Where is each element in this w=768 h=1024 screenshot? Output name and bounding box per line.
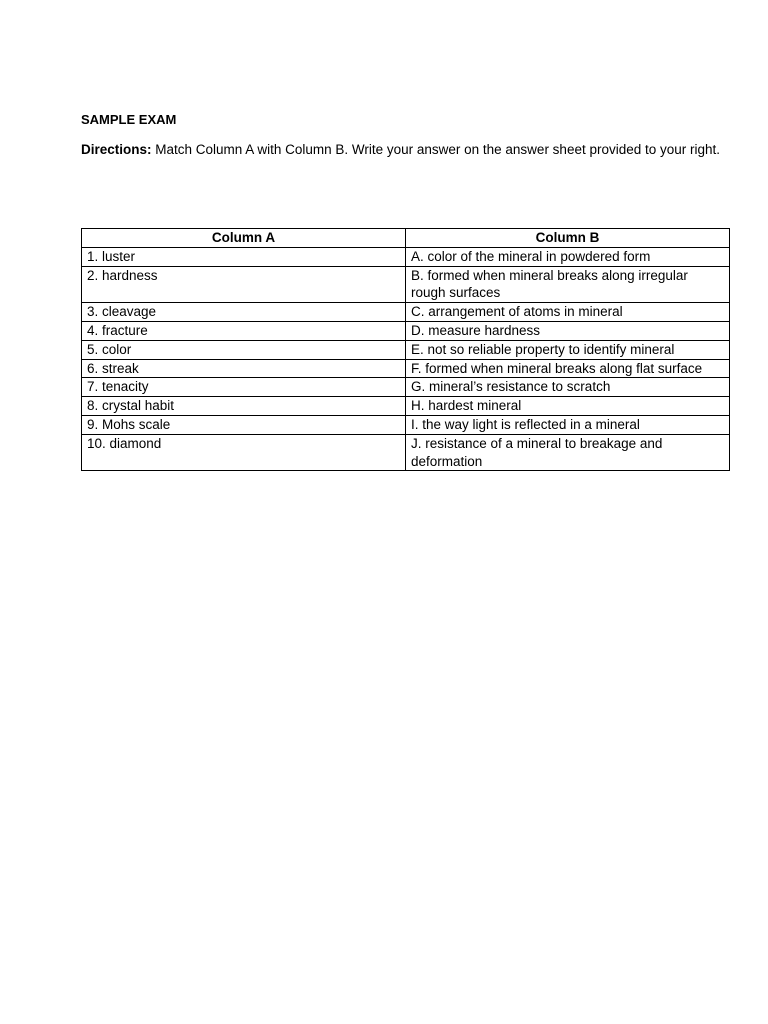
- column-a-cell: 1. luster: [82, 247, 406, 266]
- column-a-header: Column A: [82, 229, 406, 248]
- column-b-cell: H. hardest mineral: [406, 397, 730, 416]
- directions-text: Match Column A with Column B. Write your answer on the answer sheet provided to your right.: [151, 142, 721, 157]
- directions-paragraph: [81, 140, 729, 160]
- table-row: [82, 378, 730, 397]
- directions-label: Directions:: [81, 142, 152, 157]
- table-row: [82, 266, 730, 303]
- column-a-cell: 7. tenacity: [82, 378, 406, 397]
- column-b-cell: A. color of the mineral in powdered form: [406, 247, 730, 266]
- column-a-cell: 10. diamond: [82, 434, 406, 471]
- column-a-cell: 5. color: [82, 340, 406, 359]
- column-a-cell: 3. cleavage: [82, 303, 406, 322]
- table-header-row: [82, 229, 730, 248]
- table-row: [82, 397, 730, 416]
- column-a-cell: 9. Mohs scale: [82, 415, 406, 434]
- column-a-cell: 8. crystal habit: [82, 397, 406, 416]
- column-a-cell: 6. streak: [82, 359, 406, 378]
- column-b-cell: C. arrangement of atoms in mineral: [406, 303, 730, 322]
- table-row: [82, 359, 730, 378]
- column-b-cell: I. the way light is reflected in a mineral: [406, 415, 730, 434]
- column-a-cell: 4. fracture: [82, 321, 406, 340]
- column-b-cell: J. resistance of a mineral to breakage and deformation: [406, 434, 730, 471]
- column-b-cell: D. measure hardness: [406, 321, 730, 340]
- matching-table: [81, 228, 730, 471]
- column-b-cell: F. formed when mineral breaks along flat surface: [406, 359, 730, 378]
- column-b-cell: E. not so reliable property to identify mineral: [406, 340, 730, 359]
- column-b-cell: B. formed when mineral breaks along irregular rough surfaces: [406, 266, 730, 303]
- column-b-header: Column B: [406, 229, 730, 248]
- column-b-cell: G. mineral’s resistance to scratch: [406, 378, 730, 397]
- table-row: [82, 340, 730, 359]
- table-row: [82, 434, 730, 471]
- exam-page: [81, 111, 729, 469]
- exam-title: SAMPLE EXAM: [81, 112, 177, 127]
- table-row: [82, 247, 730, 266]
- table-row: [82, 415, 730, 434]
- column-a-cell: 2. hardness: [82, 266, 406, 303]
- table-row: [82, 321, 730, 340]
- table-row: [82, 303, 730, 322]
